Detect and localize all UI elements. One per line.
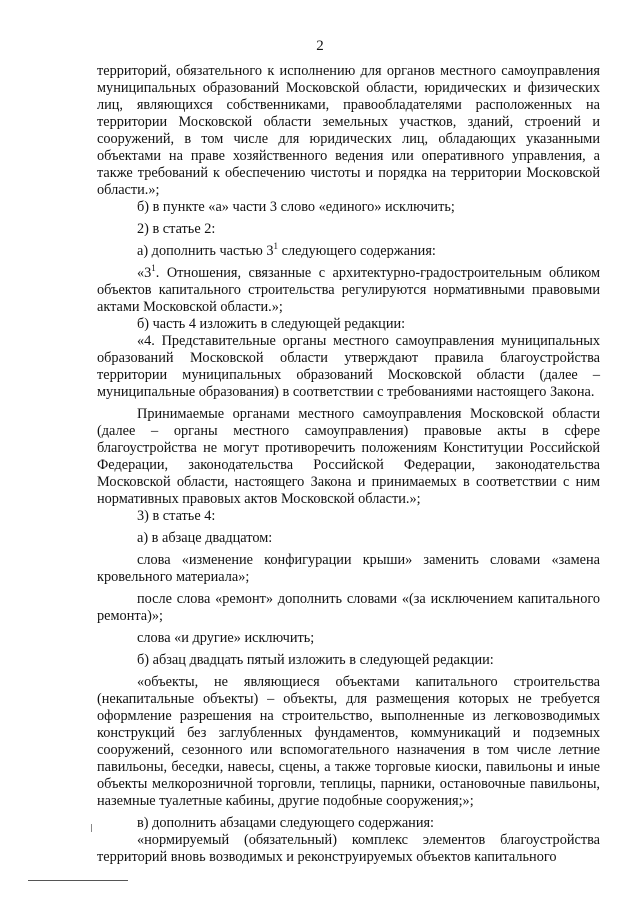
paragraph-14: б) абзац двадцать пятый изложить в следующей редакции: [137,652,494,668]
paragraph-8: Принимаемые органами местного самоуправления Московской области (далее – органы местного самоуправления) правовые акты в сфере благоустройства не могут противоречить положениям Конституции Российской Федерации, законодательства Российской Федерации, законодательства Московской области, настоящего Закона и принимаемых в соответствии с ним нормативных правовых актов Московской области.»; [97,406,600,507]
document-body [97,63,600,866]
paragraph-7: «4. Представительные органы местного самоуправления муниципальных образований Московской области утверждают правила благоустройства территории муниципальных образований Московской области (далее – муниципальные образования) в соответствии с требованиями настоящего Закона. [97,333,600,400]
paragraph-4 [97,243,600,260]
paragraph-12: после слова «ремонт» дополнить словами «(за исключением капитального ремонта)»; [97,591,600,624]
superscript-part-ref: 1 [273,241,279,252]
paragraph-4-text: а) дополнить частью 3 [137,243,274,259]
paragraph-17: «нормируемый (обязательный) комплекс элементов благоустройства территорий вновь возводимых и реконструируемых объектов капитального [97,832,600,865]
paragraph-9: 3) в статье 4: [137,508,216,524]
paragraph-13: слова «и другие» исключить; [137,630,315,646]
page-number: 2 [316,38,324,54]
paragraph-5-quote: «3 [137,265,152,281]
superscript-new-part: 1 [151,263,156,274]
margin-mark [91,824,95,832]
paragraph-3: 2) в статье 2: [137,221,216,237]
paragraph-1: территорий, обязательного к исполнению для органов местного самоуправления муниципальных образований Московской области, юридических и физических лиц, являющихся собственниками, правообладателями расположенных на территории Московской области земельных участков, зданий, строений и сооружений, в том числе для юридических лиц, обладающих указанными объектами на праве хозяйственного ведения или оперативного управления, а также требований к обеспечению чистоты и порядка на территории Московской области.»; [97,63,600,198]
paragraph-11: слова «изменение конфигурации крыши» заменить словами «замена кровельного материала»; [97,552,600,585]
paragraph-10: а) в абзаце двадцатом: [137,530,273,546]
paragraph-5 [97,265,600,316]
paragraph-2: б) в пункте «а» части 3 слово «единого» исключить; [137,199,455,215]
paragraph-15: «объекты, не являющиеся объектами капитального строительства (некапитальные объекты) – объекты, для размещения которых не требуется оформление разрешения на строительство, выполненные из легковозводимых конструкций без заглубленных фундаментов, коммуникаций и подземных сооружений, сезонного или вспомогательного назначения в том числе летние павильоны, беседки, навесы, сцены, а также торговые киоски, павильоны и иные объекты мелкорозничной торговли, теплицы, парники, остановочные павильоны, наземные туалетные кабины, другие подобные сооружения;»; [97,674,600,809]
footer-rule [28,880,128,881]
paragraph-6: б) часть 4 изложить в следующей редакции: [137,316,406,332]
paragraph-16: в) дополнить абзацами следующего содержания: [137,815,435,831]
paragraph-5-text: . Отношения, связанные с архитектурно-градостроительным обликом объектов капитального строительства регулируются нормативными правовыми актами Московской области.»; [97,265,600,315]
paragraph-4-suffix: следующего содержания: [278,243,436,259]
